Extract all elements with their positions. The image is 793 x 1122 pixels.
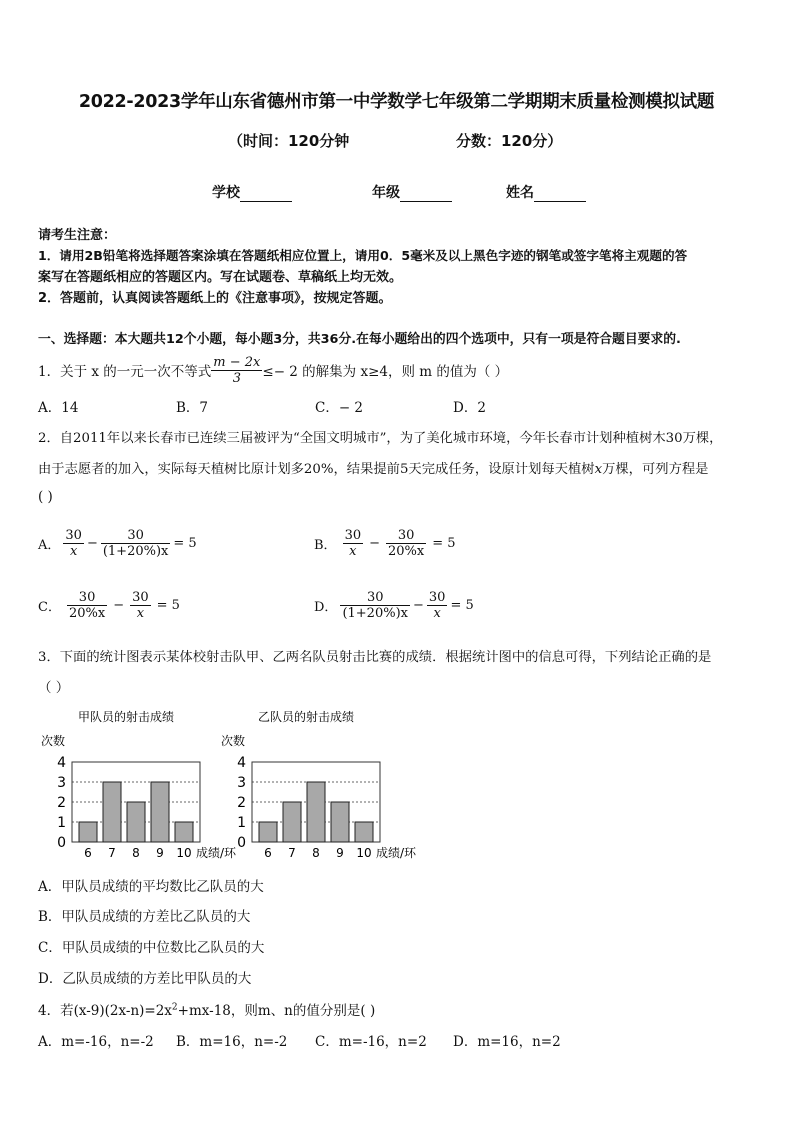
q2-d-label: D． — [314, 599, 338, 615]
notice-line-2: 案写在答题纸相应的答题区内。写在试题卷、草稿纸上均无效。 — [38, 270, 403, 285]
q2-line-2a: 由于志愿者的加入，实际每天植树比原计划多20%，结果提前5天完成任务，设原计划每天植树 — [38, 462, 595, 477]
y-tick-label: 2 — [237, 795, 246, 811]
y-tick-label: 1 — [57, 815, 66, 831]
bar-8 — [307, 782, 325, 842]
q2-d-den-1: (1+20%)x — [342, 605, 408, 621]
q2-option-b — [314, 522, 456, 564]
q3-option-a: A．甲队员成绩的平均数比乙队员的大 — [38, 879, 264, 895]
chart-x-label: 成绩/环 — [376, 846, 417, 860]
q2-b-num-2: 30 — [397, 527, 415, 543]
x-tick-label: 6 — [264, 846, 272, 860]
chart-title: 乙队员的射击成绩 — [258, 710, 355, 724]
q1-option-d: D．2 — [453, 400, 486, 416]
q2-option-a — [38, 522, 197, 564]
chart-y-label: 次数 — [41, 734, 66, 748]
x-tick-label: 10 — [356, 846, 372, 860]
q2-a-minus: − — [86, 535, 98, 551]
y-tick-label: 3 — [237, 775, 246, 791]
q2-a-label: A． — [38, 537, 61, 553]
q2-option-c — [38, 584, 180, 626]
chart-yi — [221, 709, 417, 860]
q2-a-den-2: (1+20%)x — [102, 543, 169, 559]
bar-7 — [283, 802, 301, 842]
q4-option-a: A．m=-16，n=-2 — [38, 1034, 154, 1050]
q4-stem-post: +mx-18，则m、n的值分别是( ) — [177, 1003, 376, 1019]
name-blank — [534, 187, 586, 202]
q2-d-num-1: 30 — [366, 589, 384, 605]
q2-a-eq: = 5 — [173, 535, 197, 551]
school-field — [212, 182, 292, 202]
bar-7 — [103, 782, 121, 842]
x-tick-label: 7 — [108, 846, 116, 860]
q1-denominator: 3 — [211, 370, 262, 386]
q2-c-frac-2 — [130, 590, 151, 621]
q1-option-a: A．14 — [38, 400, 79, 416]
q2-a-num-1: 30 — [65, 527, 82, 543]
q3-option-c: C．甲队员成绩的中位数比乙队员的大 — [38, 940, 265, 956]
q1-option-b: B．7 — [176, 400, 209, 416]
q4-stem-pre: 4．若(x-9)(2x-n)=2x — [38, 1003, 172, 1019]
chart-title: 甲队员的射击成绩 — [78, 710, 175, 724]
y-tick-label: 4 — [237, 755, 246, 771]
q2-c-num-2: 30 — [132, 589, 149, 605]
bar-10 — [175, 822, 193, 842]
q2-line-2 — [38, 458, 708, 477]
exam-time: （时间：120分钟 — [228, 132, 350, 150]
name-field — [506, 182, 586, 202]
q2-paren: ( ) — [38, 489, 53, 505]
q3-paren: （ ） — [38, 680, 70, 696]
q1-stem-pre: 1．关于 x 的一元一次不等式 — [38, 364, 212, 380]
x-tick-label: 9 — [336, 846, 344, 860]
chart-y-label: 次数 — [221, 734, 246, 748]
y-tick-label: 0 — [237, 835, 246, 851]
exam-score: 分数：120分） — [456, 132, 563, 150]
y-tick-label: 3 — [57, 775, 66, 791]
q2-option-d — [314, 584, 474, 626]
q3-line-1: 3．下面的统计图表示某体校射击队甲、乙两名队员射击比赛的成绩．根据统计图中的信息可得，下列结论正确的是 — [38, 650, 712, 665]
q2-c-den-2: x — [130, 605, 151, 621]
name-label: 姓名 — [506, 185, 534, 201]
q1-numerator: m − 2x — [213, 354, 261, 370]
q3-charts — [36, 706, 436, 866]
q2-b-num-1: 30 — [344, 527, 362, 543]
bar-6 — [79, 822, 97, 842]
q1-fraction — [211, 355, 262, 386]
q2-c-num-1: 30 — [78, 589, 96, 605]
q2-b-frac-1 — [343, 528, 364, 559]
y-tick-label: 4 — [57, 755, 66, 771]
q2-variable: x — [594, 462, 603, 477]
grade-field — [372, 182, 452, 202]
notice-line-1: 1．请用2B铅笔将选择题答案涂填在答题纸相应位置上，请用0．5毫米及以上黑色字迹的钢笔或签字笔将主观题的答 — [38, 248, 688, 263]
x-tick-label: 9 — [156, 846, 164, 860]
q2-a-num-2: 30 — [127, 527, 144, 543]
y-tick-label: 2 — [57, 795, 66, 811]
q2-c-minus: − — [113, 597, 125, 613]
notice-heading: 请考生注意： — [38, 228, 117, 243]
q2-a-den-1: x — [63, 543, 84, 559]
q2-c-frac-1 — [67, 590, 107, 621]
q2-c-eq: = 5 — [156, 597, 180, 613]
q2-a-frac-1 — [63, 528, 84, 559]
q2-d-frac-1 — [340, 590, 410, 621]
school-blank — [240, 187, 292, 202]
x-tick-label: 8 — [132, 846, 140, 860]
q2-c-den-1: 20%x — [68, 605, 106, 621]
q2-b-minus: − — [369, 535, 381, 551]
q4-option-c: C．m=-16，n=2 — [315, 1034, 427, 1050]
x-tick-label: 6 — [84, 846, 92, 860]
q2-b-eq: = 5 — [432, 535, 456, 551]
q2-b-frac-2 — [386, 528, 426, 559]
exam-title: 2022-2023学年山东省德州市第一中学数学七年级第二学期期末质量检测模拟试题 — [78, 92, 715, 112]
q2-d-num-2: 30 — [428, 589, 446, 605]
y-tick-label: 1 — [237, 815, 246, 831]
bar-9 — [331, 802, 349, 842]
q2-line-1: 2．自2011年以来长春市已连续三届被评为“全国文明城市”，为了美化城市环境，今年长春市计划种植树木30万棵， — [38, 431, 723, 446]
q2-d-minus: − — [412, 597, 424, 613]
bar-8 — [127, 802, 145, 842]
q2-d-den-2: x — [427, 605, 448, 621]
bar-9 — [151, 782, 169, 842]
q4-option-d: D．m=16，n=2 — [453, 1034, 561, 1050]
y-tick-label: 0 — [57, 835, 66, 851]
q1-stem-post: ≤− 2 的解集为 x≥4，则 m 的值为（ ） — [262, 364, 509, 380]
school-label: 学校 — [212, 185, 240, 201]
x-tick-label: 10 — [176, 846, 192, 860]
notice-line-3: 2．答题前，认真阅读答题纸上的《注意事项》，按规定答题。 — [38, 291, 392, 306]
q3-option-d: D．乙队员成绩的方差比甲队员的大 — [38, 971, 252, 987]
question-4 — [38, 999, 375, 1019]
q2-c-label: C． — [38, 599, 61, 615]
chart-jia — [41, 709, 237, 860]
chart-x-label: 成绩/环 — [196, 846, 237, 860]
bar-6 — [259, 822, 277, 842]
section-1-heading: 一、选择题：本大题共12个小题，每小题3分，共36分.在每小题给出的四个选项中，只有一项是符合题目要求的. — [38, 332, 681, 347]
q2-b-den-1: x — [343, 543, 364, 559]
q1-option-c: C．− 2 — [315, 400, 364, 416]
question-1 — [38, 353, 508, 387]
q2-line-2b: 万棵，可列方程是 — [602, 462, 709, 477]
q2-a-frac-2 — [101, 528, 171, 559]
x-tick-label: 7 — [288, 846, 296, 860]
q3-option-b: B．甲队员成绩的方差比乙队员的大 — [38, 909, 251, 925]
q2-b-den-2: 20%x — [388, 543, 425, 559]
bar-10 — [355, 822, 373, 842]
grade-label: 年级 — [372, 185, 400, 201]
q2-b-label: B． — [314, 537, 337, 553]
x-tick-label: 8 — [312, 846, 320, 860]
q2-d-eq: = 5 — [450, 597, 474, 613]
q4-option-b: B．m=16，n=-2 — [176, 1034, 288, 1050]
q2-d-frac-2 — [427, 590, 448, 621]
grade-blank — [400, 187, 452, 202]
q4-superscript: 2 — [171, 1002, 178, 1013]
